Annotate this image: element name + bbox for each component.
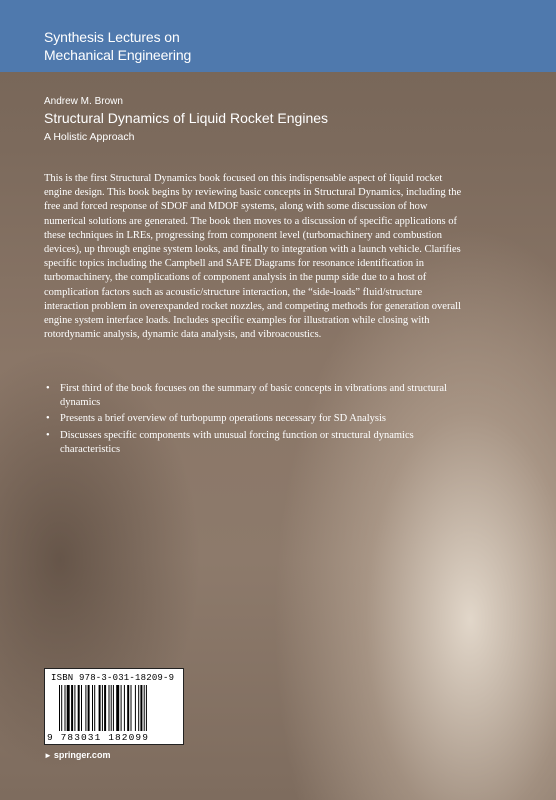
triangle-right-icon: ► xyxy=(44,751,52,760)
barcode-bar xyxy=(74,685,75,731)
barcode-bar xyxy=(94,685,95,731)
barcode-bar xyxy=(146,685,147,731)
barcode-bar xyxy=(81,685,82,731)
barcode-bar xyxy=(88,685,90,731)
barcode-bar xyxy=(131,685,132,731)
barcode-bar xyxy=(59,685,60,731)
series-title-line-2: Mechanical Engineering xyxy=(44,47,192,63)
isbn-barcode xyxy=(44,668,184,745)
barcode-bar xyxy=(138,685,139,731)
feature-list-item: • Discusses specific components with unusual forcing function or structural dynamics characteristics xyxy=(44,429,469,457)
isbn-number: ISBN 978-3-031-18209-9 xyxy=(51,673,175,683)
barcode-bar xyxy=(111,685,112,731)
publisher-url: springer.com xyxy=(53,750,111,760)
barcode-bar xyxy=(67,685,70,731)
book-subtitle: A Holistic Approach xyxy=(44,131,135,143)
publisher-link[interactable] xyxy=(44,750,110,760)
barcode-bar xyxy=(104,685,106,731)
barcode-bar xyxy=(78,685,80,731)
book-description: This is the first Structural Dynamics book focused on this indispensable aspect of liquid rocket engine design. This book begins by reviewing basic concepts in Structural Dynamics, including the free and forced response of SDOF and MDOF systems, along with some discussion of how numerical solutions are generated. The book then moves to a discussion of specific applications of these techniques in LREs, progressing from component level (turbomachinery and combustion devices), up through engine system looks, and finally to integration with a launch vehicle. Clarifies specific topics including the Campbell and SAFE Diagrams for resonance identification in turbomachinery, the complications of component analysis in the pump side due to a host of complication factors such as acoustic/structure interaction, the “side-loads” fluid/structure interaction problem in overexpanded rocket nozzles, and competing methods for generation overall engine system interface loads. Includes specific examples for illustration while closing with rotordynamic analysis, dynamic data analysis, and vibroacoustics. xyxy=(44,173,462,341)
barcode-bar xyxy=(121,685,122,731)
barcode-bar xyxy=(109,685,110,731)
feature-list-item: • First third of the book focuses on the summary of basic concepts in vibrations and structural dynamics xyxy=(44,382,469,410)
barcode-bar xyxy=(113,685,114,731)
barcode-bar xyxy=(61,685,62,731)
barcode-bar xyxy=(116,685,119,731)
feature-list xyxy=(44,382,469,459)
barcode-bar xyxy=(92,685,93,731)
series-title-line-1: Synthesis Lectures on xyxy=(44,29,180,45)
series-band xyxy=(0,0,556,72)
barcode-digits: 9 783031 182099 xyxy=(47,732,150,743)
barcode-bar xyxy=(140,685,142,731)
barcode-bar xyxy=(144,685,145,731)
barcode-bar xyxy=(85,685,86,731)
feature-list-item: • Presents a brief overview of turbopump operations necessary for SD Analysis xyxy=(44,412,469,426)
barcode-bar xyxy=(71,685,73,731)
barcode-bar xyxy=(102,685,103,731)
series-title xyxy=(44,28,191,64)
barcode-bar xyxy=(127,685,129,731)
barcode-bar xyxy=(124,685,125,731)
barcode-bar xyxy=(65,685,66,731)
barcode-bar xyxy=(99,685,101,731)
book-title: Structural Dynamics of Liquid Rocket Engines xyxy=(44,110,329,126)
barcode-icon xyxy=(59,685,179,731)
barcode-bar xyxy=(135,685,136,731)
author-name: Andrew M. Brown xyxy=(44,96,123,107)
